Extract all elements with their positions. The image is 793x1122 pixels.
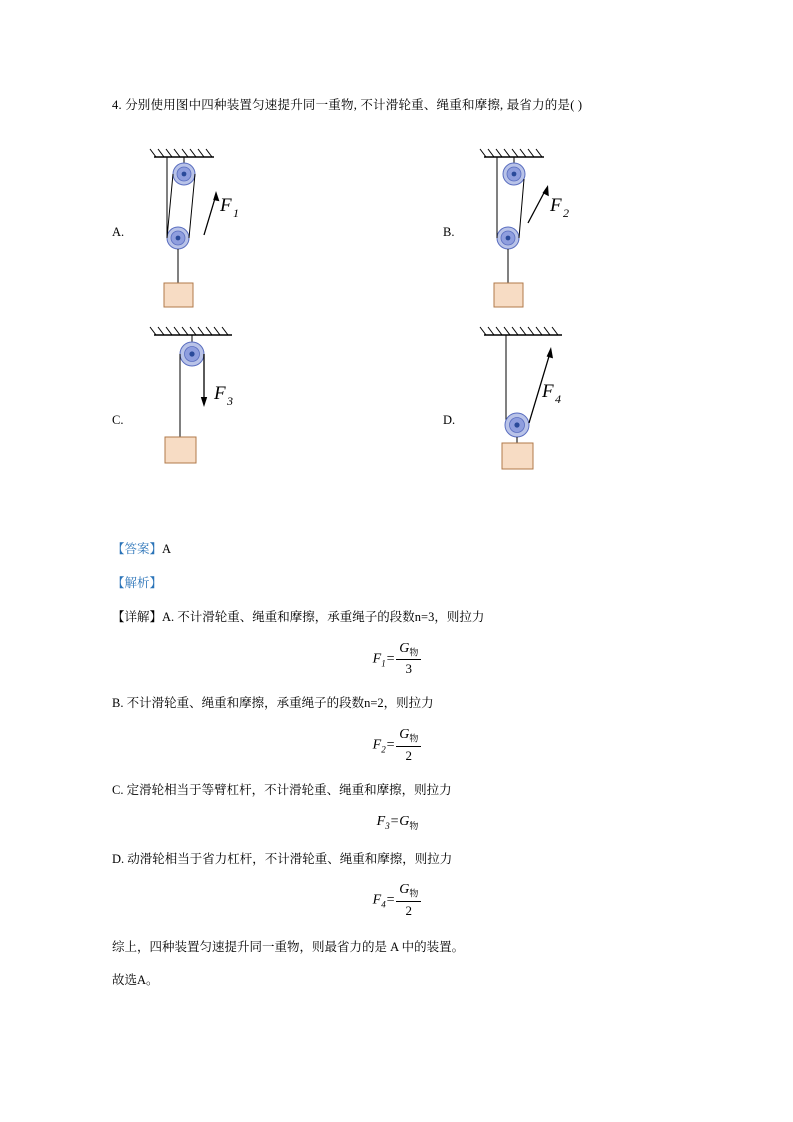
diagram-d [462, 313, 652, 513]
svg-text:F: F [214, 383, 226, 404]
question-text: 分别使用图中四种装置匀速提升同一重物, 不计滑轮重、绳重和摩擦, 最省力的是( ) [125, 98, 583, 112]
formula-f2-den: 2 [405, 747, 412, 763]
detail-text-b: B. 不计滑轮重、绳重和摩擦，承重绳子的段数n=2，则拉力 [112, 696, 434, 711]
final-answer-line: 故选A。 [112, 972, 159, 987]
detail-item-b [112, 694, 683, 713]
option-d-label: D. [443, 413, 456, 427]
svg-text:1: 1 [233, 206, 239, 220]
physics-figure [112, 125, 683, 525]
formula-f2: $F_2=$ $\frac{G_物}{2}$ [112, 726, 683, 764]
answer-tag: 【答案】 [112, 542, 163, 556]
question-number: 4. [112, 98, 122, 112]
detail-text-d: D. 动滑轮相当于省力杠杆，不计滑轮重、绳重和摩擦，则拉力 [112, 851, 453, 866]
formula-f1-sub: 1 [381, 658, 386, 669]
formula-f1-num: G [399, 640, 410, 656]
detail-text-a: A. 不计滑轮重、绳重和摩擦，承重绳子的段数n=3，则拉力 [162, 610, 485, 624]
answer-value: A [162, 542, 172, 556]
formula-f3-sub: 3 [385, 821, 390, 832]
formula-f3-rhs-sub: 物 [409, 821, 419, 832]
formula-f4-num-sub: 物 [409, 888, 419, 899]
formula-f1: $F_1=$ $\frac{G_物}{3}$ [112, 640, 683, 678]
formula-f2-num: G [399, 727, 410, 743]
svg-text:3: 3 [227, 394, 233, 408]
option-a-label: A. [112, 225, 125, 239]
formula-f2-lhs: F [372, 737, 382, 753]
formula-f2-num-sub: 物 [409, 733, 419, 744]
formula-f4-sub: 4 [381, 900, 386, 911]
svg-text:4: 4 [555, 392, 561, 406]
diagram-b [462, 135, 652, 335]
svg-text:F: F [220, 195, 232, 216]
formula-f1-lhs: F [372, 651, 382, 667]
detail-item-a [112, 608, 683, 627]
formula-f1-num-sub: 物 [409, 647, 419, 658]
formula-f4-num: G [399, 882, 410, 898]
formula-f3-lhs: F [376, 814, 386, 830]
diagram-c [132, 313, 322, 513]
formula-f2-frac [396, 726, 421, 764]
detail-item-d [112, 850, 683, 869]
formula-f3-rhs: G [399, 814, 410, 830]
formula-f4-den: 2 [405, 902, 412, 918]
detail-item-c [112, 781, 683, 800]
diagram-a [132, 135, 322, 335]
option-b-label: B. [443, 225, 455, 239]
svg-text:F: F [542, 381, 554, 402]
option-c-label: C. [112, 413, 124, 427]
question-line [112, 95, 683, 115]
formula-f2-sub: 2 [381, 744, 386, 755]
analysis-tag: 【解析】 [112, 576, 163, 590]
svg-text:2: 2 [563, 206, 569, 220]
detail-tag: 【详解】 [112, 610, 163, 624]
formula-f4: $F_4=$ $\frac{G_物}{2}$ [112, 881, 683, 919]
formula-f1-den: 3 [405, 661, 412, 677]
conclusion-line: 综上，四种装置匀速提升同一重物，则最省力的是 A 中的装置。 [112, 939, 465, 954]
formula-f4-frac [396, 881, 421, 919]
formula-f3: $F_3=G_物$ [376, 814, 419, 832]
analysis-line [112, 573, 683, 591]
answer-line [112, 539, 683, 557]
formula-f4-lhs: F [372, 892, 382, 908]
detail-text-c: C. 定滑轮相当于等臂杠杆，不计滑轮重、绳重和摩擦，则拉力 [112, 782, 452, 797]
formula-f1-frac [396, 640, 421, 678]
svg-text:F: F [550, 195, 562, 216]
